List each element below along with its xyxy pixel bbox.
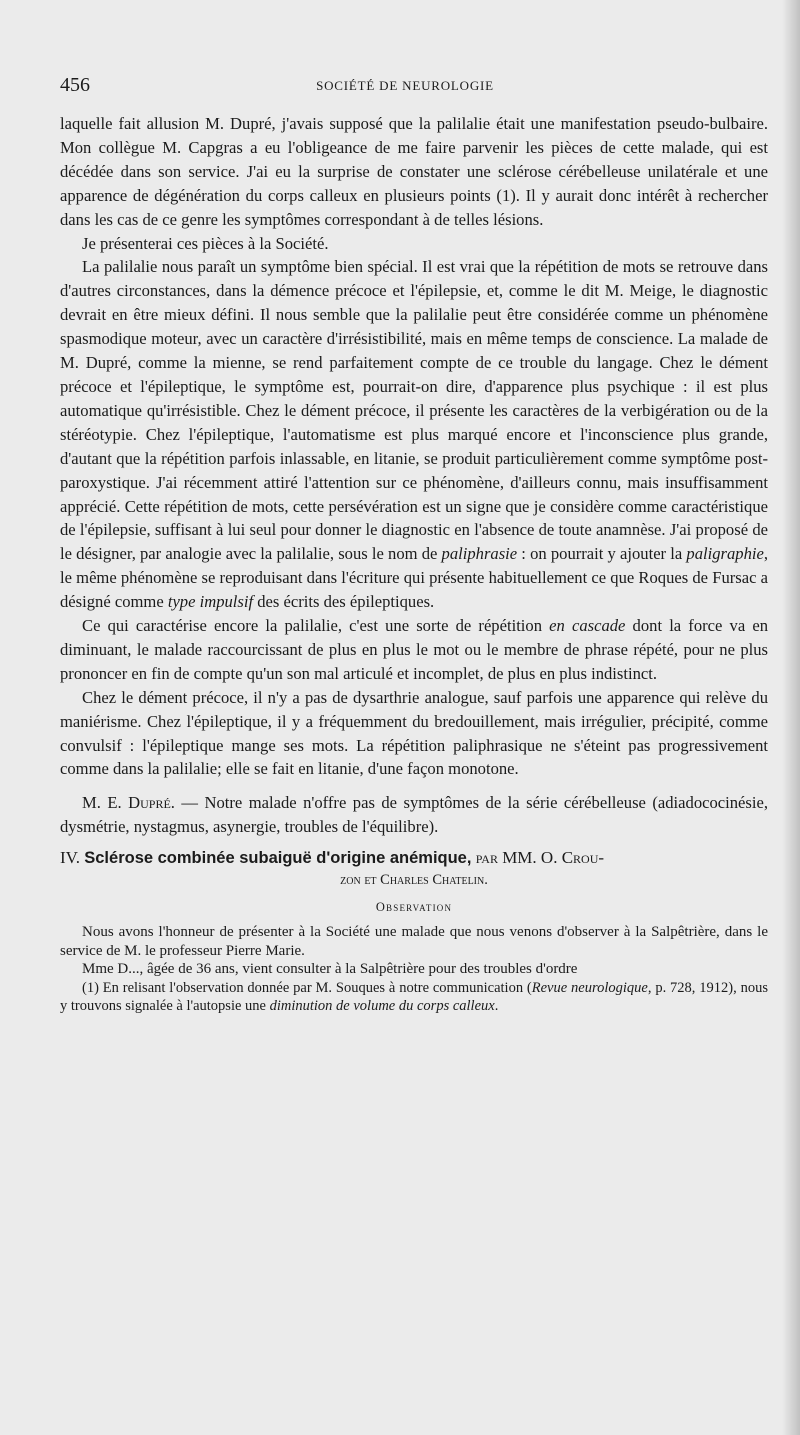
paragraph-palilalie-discussion bbox=[60, 255, 768, 614]
page-number: 456 bbox=[60, 74, 90, 96]
paragraph-continued: laquelle fait allusion M. Dupré, j'avais supposé que la palilalie était une manifestation pseudo-bulbaire. Mon collègue M. Capgras a eu l'obligeance de me faire parvenir les pièces de cette malade, qui est décédée dans son service. J'ai eu la surprise de constater une sclérose cérébelleuse unilatérale et une apparence de dégénération du corps calleux en plusieurs points (1). Il y aurait donc intérêt à rechercher dans les cas de ce genre les symptômes correspondant à de telles lésions. bbox=[60, 114, 768, 229]
observation-text bbox=[60, 923, 768, 979]
section-authors: par MM. O. Crou- bbox=[471, 848, 605, 868]
italic-journal-title: Revue neurologique bbox=[531, 979, 648, 996]
text-run: dont la force va en diminuant, le malade raccourcissant de plus en plus le mot ou le membre de phrase répété, pour ne plus prononcer en fin de compte qu'un son mal articulé et incomplet, de plus en plus indistinct. bbox=[60, 616, 768, 683]
text-run: . — Notre malade n'offre pas de symptômes de la série cérébelleuse (adiadococinésie, dysmétrie, nystagmus, asynergie, troubles de l'équilibre). bbox=[60, 793, 769, 837]
paragraph-dupre-reply bbox=[60, 791, 768, 839]
italic-term-paliphrasie: paliphrasie bbox=[441, 544, 518, 564]
text-run: : on pourrait y ajouter la bbox=[517, 544, 687, 564]
text-run: La palilalie nous paraît un symptôme bien spécial. Il est vrai que la répétition de mots se retrouve dans d'autres circonstances, dans la démence précoce et l'épilepsie, et, comme le dit M. Meige, le diagnostic devrait en être mieux défini. Il nous semble que la palilalie peut être considérée comme un phénomène spasmodique moteur, avec un caractère d'irrésistibilité, mais en même temps de conscience. La malade de M. Dupré, comme la mienne, se rend parfaitement compte de ce trouble du langage. Chez le dément précoce et l'épileptique, le symptôme est, pourrait-on dire, d'apparence plus psychique : il est plus automatique qu'irrésistible. Chez le dément précoce, il présente les caractères de la verbigération ou de la stéréotypie. Chez l'épileptique, l'automatisme est plus marqué encore et l'inconscience plus grande, d'autant que la répétition parfois inlassable, en litanie, se produit particulièrement comme symptôme post-paroxystique. J'ai récemment attiré l'attention sur ce phénomène, d'ailleurs connu, mais insuffisamment apprécié. Cette répétition de mots, cette persévération est un signe que je considère comme caractéristique de l'épilepsie, suffisant à lui seul pour donner le diagnostic en l'absence de toute anamnèse. J'ai proposé de le désigner, par analogie avec la palilalie, sous le nom de bbox=[60, 257, 768, 564]
observation-paragraph: Nous avons l'honneur de présenter à la Société une malade que nous venons d'observer à la Salpêtrière, dans le service de M. le professeur Pierre Marie. bbox=[60, 924, 768, 959]
speaker-prefix: M. E. bbox=[82, 793, 129, 813]
italic-term-en-cascade: en cascade bbox=[549, 616, 626, 636]
text-run: (1) En relisant l'observation donnée par M. Souques à notre communication ( bbox=[82, 979, 532, 996]
text-run: des écrits des épileptiques. bbox=[253, 592, 435, 612]
observation-paragraph: Mme D..., âgée de 36 ans, vient consulter à la Salpêtrière pour des troubles d'ordre bbox=[82, 961, 578, 978]
text-run: . bbox=[494, 997, 499, 1014]
observation-heading: Observation bbox=[375, 900, 453, 915]
footnote bbox=[60, 979, 768, 1015]
section-title: Sclérose combinée subaiguë d'origine anémique, bbox=[84, 849, 472, 868]
text-run: Ce qui caractérise encore la palilalie, c'est une sorte de répétition bbox=[82, 616, 550, 636]
section-authors-continued: zon et Charles Chatelin. bbox=[340, 872, 488, 889]
italic-finding: diminution de volume du corps calleux bbox=[269, 997, 495, 1014]
page-header bbox=[60, 74, 750, 98]
paragraph-presentation: Je présenterai ces pièces à la Société. bbox=[82, 233, 329, 253]
body-text bbox=[60, 112, 768, 1015]
paragraph-cascade bbox=[60, 614, 768, 686]
text-run: , p. 728, 1912), nous y trouvons signalée à l'autopsie une bbox=[60, 979, 768, 1014]
italic-term-type-impulsif: type impulsif bbox=[167, 592, 254, 612]
text-run: , le même phénomène se reproduisant dans l'écriture qui présente habituellement ce que Roques de Fursac a désigné comme bbox=[60, 544, 768, 612]
italic-term-paligraphie: paligraphie bbox=[686, 544, 764, 564]
section-number: IV. bbox=[60, 848, 85, 868]
section-heading bbox=[60, 847, 768, 869]
running-title: SOCIÉTÉ DE NEUROLOGIE bbox=[316, 78, 494, 93]
paragraph-dement-precoce: Chez le dément précoce, il n'y a pas de dysarthrie analogue, sauf parfois une apparence qui relève du maniérisme. Chez l'épileptique, il y a fréquemment du bredouillement, mais irrégulier, précipité, comme convulsif : l'épileptique mange ses mots. La répétition paliphrasique ne s'éteint pas progressivement comme dans la palilalie; elle se fait en litanie, d'une façon monotone. bbox=[60, 687, 768, 779]
spacer bbox=[60, 781, 768, 791]
speaker-name: Dupré bbox=[128, 793, 171, 813]
